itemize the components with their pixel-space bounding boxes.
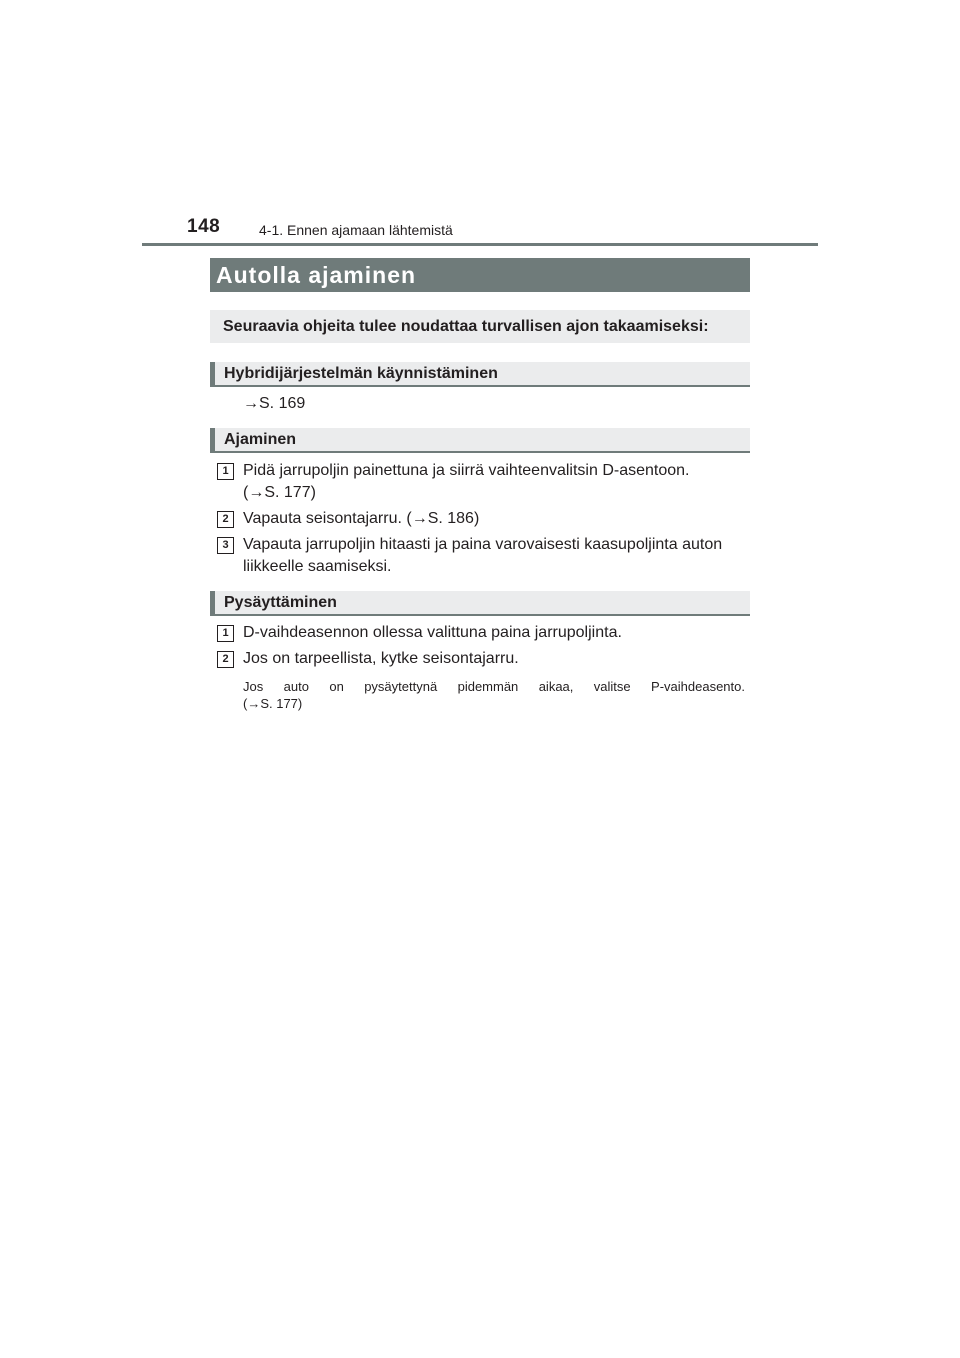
step-number-badge: 3	[217, 537, 234, 554]
step-text	[243, 622, 750, 644]
section-heading-start	[210, 362, 750, 387]
step-number-badge: 1	[217, 625, 234, 642]
section-heading-label: Hybridijärjestelmän käynnistäminen	[224, 365, 498, 382]
step-text-line: Vapauta jarrupoljin hitaasti ja paina varovaisesti kaasupoljinta auton	[243, 536, 723, 553]
note-line: (→S. 177)	[243, 696, 303, 711]
step-number-badge: 1	[217, 463, 234, 480]
page-reference: →S. 169	[243, 395, 306, 412]
breadcrumb: 4-1. Ennen ajamaan lähtemistä	[259, 222, 453, 238]
step-text	[243, 508, 750, 530]
section-accent	[210, 362, 215, 385]
step-text-line: Vapauta seisontajarru. (→S. 186)	[243, 510, 480, 527]
step-text-line: Pidä jarrupoljin painettuna ja siirrä vaihteenvalitsin D-asentoon.	[243, 462, 690, 479]
section-accent	[210, 428, 215, 451]
section-heading-stopping	[210, 591, 750, 616]
intro-box: Seuraavia ohjeita tulee noudattaa turvallisen ajon takaamiseksi:	[210, 310, 750, 343]
note-line: Jos auto on pysäytettynä pidemmän aikaa, valitse P-vaihdeasento.	[243, 679, 745, 694]
step-number-badge: 2	[217, 651, 234, 668]
step-text-line: liikkeelle saamiseksi.	[243, 558, 392, 575]
step-text	[243, 534, 750, 578]
note-text	[243, 678, 745, 712]
step-text	[243, 460, 750, 504]
section-heading-label: Ajaminen	[224, 431, 297, 448]
page-number: 148	[187, 216, 221, 237]
step-text-line: D-vaihdeasennon ollessa valittuna paina jarrupoljinta.	[243, 624, 622, 641]
section-heading-driving	[210, 428, 750, 453]
section-heading-label: Pysäyttäminen	[224, 594, 337, 611]
step-text	[243, 648, 750, 670]
step-text-line: Jos on tarpeellista, kytke seisontajarru.	[243, 650, 519, 667]
header-rule	[142, 243, 818, 246]
section-accent	[210, 591, 215, 614]
step-number-badge: 2	[217, 511, 234, 528]
page-title: Autolla ajaminen	[210, 258, 750, 292]
step-text-line: (→S. 177)	[243, 484, 316, 501]
